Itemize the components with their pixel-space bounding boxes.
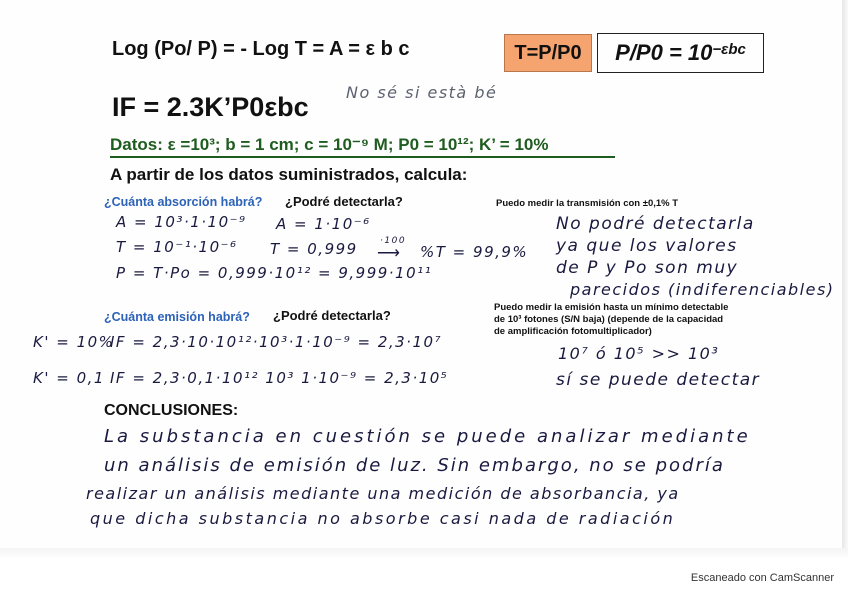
power-ratio-formula: P/P0 = 10 — [615, 40, 713, 65]
conclusion-line-1: La substancia en cuestión se puede analizar mediante — [104, 426, 751, 447]
emission-detect-question: ¿Podré detectarla? — [273, 308, 391, 323]
transmittance-result: T = 0,999 — [270, 240, 358, 258]
absorption-answer-3: de P y Po son muy — [556, 258, 739, 278]
power-ratio-exponent: −εbc — [712, 40, 746, 58]
emission-measure-note-2: de 10³ fotones (S/N baja) (depende de la capacidad — [494, 314, 724, 325]
conclusions-title: CONCLUSIONES: — [104, 402, 239, 419]
percent-transmittance: %T = 99,9% — [420, 243, 529, 261]
fluorescence-equation: IF = 2.3K’P0εbc — [112, 92, 309, 122]
conclusion-line-4: que dicha substancia no absorbe casi nada de radiación — [90, 509, 676, 528]
emission-question: ¿Cuánta emisión habrá? — [104, 310, 250, 324]
absorption-question: ¿Cuánta absorción habrá? — [104, 195, 263, 209]
emission-measure-note-3: de amplificación fotomultiplicador) — [494, 326, 652, 337]
arrow-label: ·100 — [380, 236, 407, 246]
emission-calc-2: IF = 2,3·0,1·10¹² 10³ 1·10⁻⁹ = 2,3·10⁵ — [110, 369, 449, 387]
page-edge-bottom — [0, 548, 848, 560]
absorbance-result: A = 1·10⁻⁶ — [276, 215, 371, 233]
arrow-right-icon: ⟶ — [377, 245, 400, 262]
absorbance-calc-1: A = 10³·1·10⁻⁹ — [116, 213, 247, 231]
k-value-1: K' = 10% — [33, 333, 115, 351]
absorption-answer-1: No podré detectarla — [556, 214, 755, 234]
compare-values: 10⁷ ó 10⁵ >> 10³ — [558, 344, 720, 363]
instruction-heading: A partir de los datos suministrados, calcula: — [110, 165, 468, 184]
conclusion-line-2: un análisis de emisión de luz. Sin embargo, no se podría — [104, 455, 725, 476]
handwritten-note: No sé si està bé — [346, 83, 498, 102]
transmittance-calc: T = 10⁻¹·10⁻⁶ — [116, 238, 238, 256]
transmittance-formula: T=P/P0 — [514, 41, 582, 64]
emission-calc-1: IF = 2,3·10·10¹²·10³·1·10⁻⁹ = 2,3·10⁷ — [110, 333, 443, 351]
absorption-answer-4: parecidos (indiferenciables) — [570, 280, 835, 299]
absorption-answer-2: ya que los valores — [556, 236, 738, 256]
k-value-2: K' = 0,1 — [33, 369, 105, 387]
power-ratio-box — [597, 33, 764, 73]
datos-underline — [110, 156, 615, 158]
log-equation: Log (Po/ P) = - Log T = A = ε b c — [112, 38, 410, 60]
power-calc: P = T·Po = 0,999·10¹² = 9,999·10¹¹ — [116, 264, 433, 282]
absorption-detect-question: ¿Podré detectarla? — [285, 194, 403, 209]
transmittance-box — [504, 34, 592, 72]
datos-line: Datos: ε =10³; b = 1 cm; c = 10⁻⁹ M; P0 = 10¹²; K’ = 10% — [110, 135, 549, 154]
absorption-measure-note: Puedo medir la transmisión con ±0,1% T — [496, 198, 679, 209]
emission-answer: sí se puede detectar — [556, 370, 761, 390]
scanner-watermark: Escaneado con CamScanner — [690, 572, 834, 584]
emission-measure-note-1: Puedo medir la emisión hasta un mínimo detectable — [494, 302, 729, 313]
page-edge-right — [842, 0, 848, 560]
conclusion-line-3: realizar un análisis mediante una medición de absorbancia, ya — [86, 484, 680, 503]
